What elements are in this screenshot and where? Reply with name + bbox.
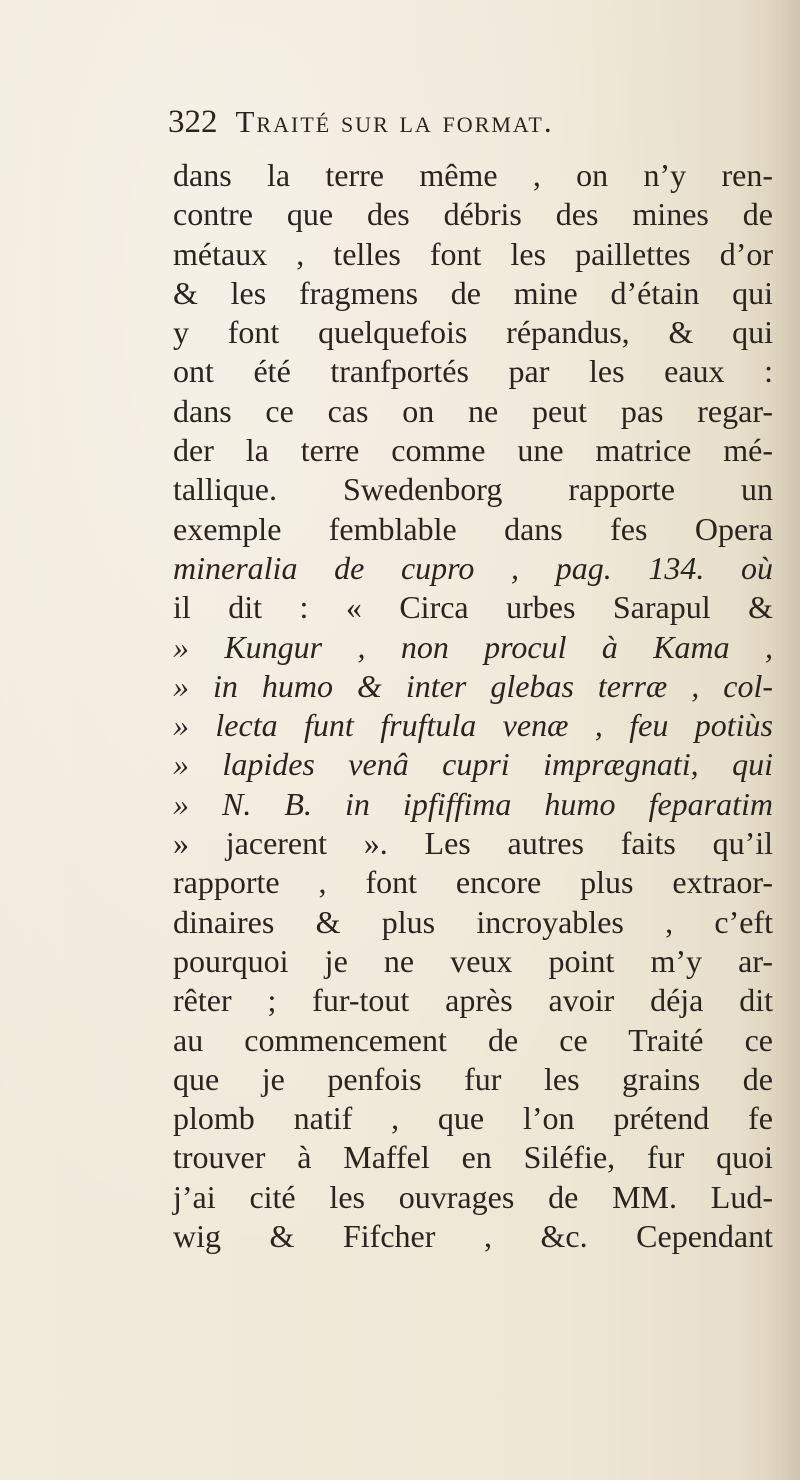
text-line: » N. B. in ipfiffima humo feparatim bbox=[173, 785, 773, 822]
text-line: tallique. Swedenborg rapporte un bbox=[173, 471, 773, 508]
text-line: trouver à Maffel en Siléfie, fur quoi bbox=[173, 1139, 773, 1176]
text-line: pourquoi je ne veux point m’y ar- bbox=[173, 942, 773, 979]
text-line: ont été tranfportés par les eaux : bbox=[173, 353, 773, 390]
text-line: plomb natif , que l’on prétend fe bbox=[173, 1100, 773, 1137]
text-line: rêter ; fur-tout après avoir déja dit bbox=[173, 982, 773, 1019]
text-line: » in humo & inter glebas terræ , col- bbox=[173, 667, 773, 704]
text-line: » lapides venâ cupri imprægnati, qui bbox=[173, 746, 773, 783]
text-line: » Kungur , non procul à Kama , bbox=[173, 628, 773, 665]
text-line: & les fragmens de mine d’étain qui bbox=[173, 274, 773, 311]
text-line: il dit : « Circa urbes Sarapul & bbox=[173, 589, 773, 626]
text-line: » lecta funt fruftula venæ , feu potiùs bbox=[173, 707, 773, 744]
text-line: dans ce cas on ne peut pas regar- bbox=[173, 392, 773, 429]
body-text bbox=[173, 156, 773, 1256]
running-head: Traité sur la format. bbox=[235, 104, 554, 139]
text-line: que je penfois fur les grains de bbox=[173, 1060, 773, 1097]
text-line: rapporte , font encore plus extraor- bbox=[173, 864, 773, 901]
text-line: dans la terre même , on n’y ren- bbox=[173, 157, 773, 193]
text-line: métaux , telles font les paillettes d’or bbox=[173, 235, 773, 272]
text-line: » jacerent ». Les autres faits qu’il bbox=[173, 825, 773, 862]
page-edge-shadow bbox=[778, 0, 800, 1480]
text-line: j’ai cité les ouvrages de MM. Lud- bbox=[173, 1178, 773, 1215]
text-line: contre que des débris des mines de bbox=[173, 196, 773, 233]
text-line: mineralia de cupro , pag. 134. où bbox=[173, 549, 773, 586]
text-line: der la terre comme une matrice mé- bbox=[173, 432, 773, 469]
text-line: y font quelquefois répandus, & qui bbox=[173, 314, 773, 351]
text-line: exemple femblable dans fes Opera bbox=[173, 510, 773, 547]
text-line: au commencement de ce Traité ce bbox=[173, 1021, 773, 1058]
page-header bbox=[168, 104, 768, 152]
page-number: 322 bbox=[168, 104, 218, 140]
text-line: wig & Fifcher , &c. Cependant bbox=[173, 1218, 773, 1255]
text-line: dinaires & plus incroyables , c’eft bbox=[173, 903, 773, 940]
